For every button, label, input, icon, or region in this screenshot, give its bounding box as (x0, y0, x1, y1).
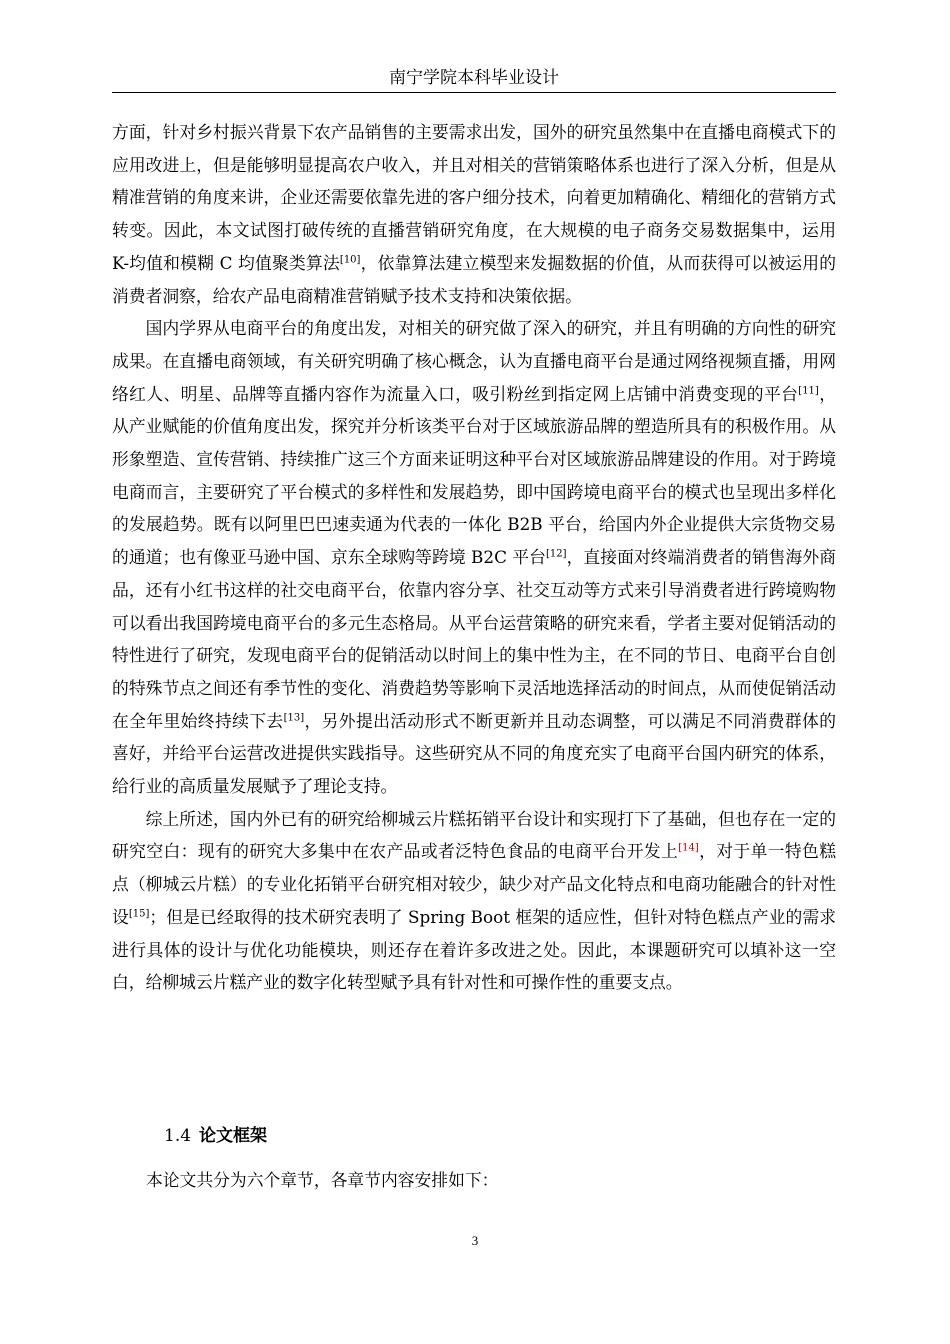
citation-14: [14] (678, 842, 699, 854)
citation-13: [13] (283, 712, 305, 724)
section-number: 1.4 (164, 1126, 192, 1146)
citation-15: [15] (128, 908, 150, 920)
paragraph-1-text-b: ，依靠算法建立模型来发掘数据的价值，从而获得可以被运用的消费者洞察，给农产品电商精准营销赋予技术支持和决策依据。 (112, 252, 836, 306)
paragraph-2 (112, 312, 836, 803)
page-header: 南宁学院本科毕业设计 (389, 68, 559, 88)
citation-11: [11] (798, 385, 819, 397)
closing-paragraph: 本论文共分为六个章节，各章节内容安排如下： (146, 1170, 499, 1190)
paragraph-2-text-b: ，从产业赋能的价值角度出发，探究并分析该类平台对于区域旅游品牌的塑造所具有的积极作用。从形象塑造、宣传营销、持续推广这三个方面来证明这种平台对区域旅游品牌建设的作用。对于跨境电商而言，主要研究了平台模式的多样性和发展趋势，即中国跨境电商平台的模式也呈现出多样化的发展趋势。既有以阿里巴巴速卖通为代表的一体化 B2B 平台，给国内外企业提供大宗货物交易的通道；也有像亚马逊中国、京东全球购等跨境 B2C 平台 (112, 383, 836, 568)
citation-10: [10] (339, 254, 361, 266)
paragraph-1-text-a: 方面，针对乡村振兴背景下农产品销售的主要需求出发，国外的研究虽然集中在直播电商模式下的应用改进上，但是能够明显提高农户收入，并且对相关的营销策略体系也进行了深入分析，但是从精准营销的角度来讲，企业还需要依靠先进的客户细分技术，向着更加精确化、精细化的营销方式转变。因此，本文试图打破传统的直播营销研究角度，在大规模的电子商务交易数据集中，运用 K-均值和模糊 C 均值聚类算法 (112, 122, 836, 273)
paragraph-3-text-b: ，对于单一特色糕点（柳城云片糕）的专业化拓销平台研究相对较少，缺少对产品文化特点和电商功能融合的针对性设 (112, 841, 836, 927)
paragraph-1 (112, 116, 836, 312)
paragraph-2-text-a: 国内学界从电商平台的角度出发，对相关的研究做了深入的研究，并且有明确的方向性的研究成果。在直播电商领域，有关研究明确了核心概念，认为直播电商平台是通过网络视频直播，用网络红人、明星、品牌等直播内容作为流量入口，吸引粉丝到指定网上店铺中消费变现的平台 (112, 318, 836, 404)
paragraph-3 (112, 803, 836, 999)
paragraph-3-text-c: ；但是已经取得的技术研究表明了 Spring Boot 框架的适应性，但针对特色糕点产业的需求进行具体的设计与优化功能模块，则还存在着许多改进之处。因此，本课题研究可以填补这一空白，给柳城云片糕产业的数字化转型赋予具有针对性和可操作性的重要支点。 (112, 906, 836, 993)
paragraph-3-text-a: 综上所述，国内外已有的研究给柳城云片糕拓销平台设计和实现打下了基础，但也存在一定的研究空白：现有的研究大多集中在农产品或者泛特色食品的电商平台开发上 (112, 808, 836, 862)
section-title: 论文框架 (199, 1126, 268, 1146)
header-divider (112, 92, 836, 93)
page-number: 3 (471, 1233, 479, 1248)
paragraph-2-text-d: ，另外提出活动形式不断更新并且动态调整，可以满足不同消费群体的喜好，并给平台运营改进提供实践指导。这些研究从不同的角度充实了电商平台国内研究的体系，给行业的高质量发展赋予了理论支持。 (112, 710, 836, 797)
body-text (112, 116, 836, 999)
paragraph-2-text-c: ，直接面对终端消费者的销售海外商品，还有小红书这样的社交电商平台，依靠内容分享、社交互动等方式来引导消费者进行跨境购物可以看出我国跨境电商平台的多元生态格局。从平台运营策略的研究来看，学者主要对促销活动的特性进行了研究，发现电商平台的促销活动以时间上的集中性为主，在不同的节日、电商平台自创的特殊节点之间还有季节性的变化、消费趋势等影响下灵活地选择活动的时间点，从而使促销活动在全年里始终持续下去 (112, 547, 836, 731)
section-heading (164, 1124, 267, 1148)
citation-12: [12] (545, 548, 567, 560)
